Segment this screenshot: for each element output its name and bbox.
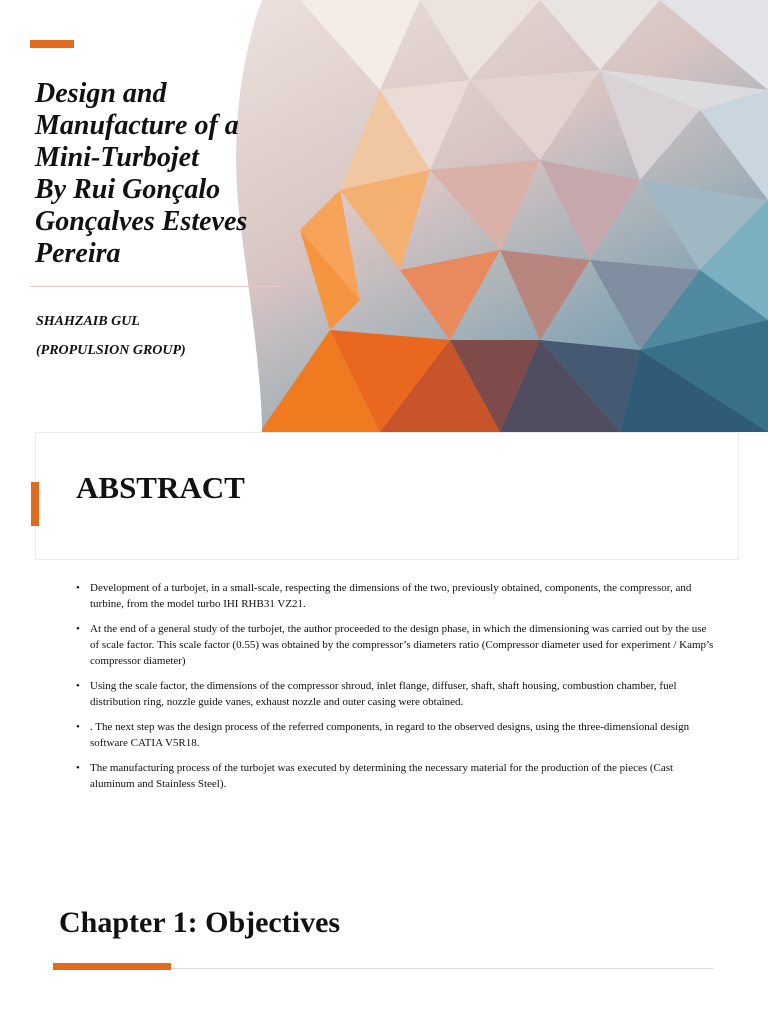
bullet-text: Development of a turbojet, in a small-scale, respecting the dimensions of the two, previously obtained, components, the compressor, and turbine, from the model turbo IHI RHB31 VZ21. <box>90 582 692 610</box>
list-item <box>76 678 716 710</box>
chapter-heading: Chapter 1: Objectives <box>59 906 341 939</box>
bullet-icon: • <box>76 680 80 692</box>
title-accent-bar <box>30 40 74 48</box>
list-item <box>76 580 716 612</box>
abstract-bullet-list <box>76 580 716 801</box>
cover-slide <box>0 0 768 432</box>
bullet-icon: • <box>76 623 80 635</box>
list-item <box>76 719 716 751</box>
chapter-slide <box>0 872 768 1024</box>
bullet-text: Using the scale factor, the dimensions of the compressor shroud, inlet flange, diffuser, shaft, shaft housing, combustion chamber, fuel distribution ring, nozzle guide vanes, exhaust nozzle and outer casing were obtained. <box>90 680 677 708</box>
abstract-slide <box>0 432 768 872</box>
author-group: (PROPULSION GROUP) <box>36 343 186 358</box>
bullet-icon: • <box>76 762 80 774</box>
list-item <box>76 760 716 792</box>
bullet-text: . The next step was the design process of the referred components, in regard to the observed designs, using the three-dimensional design software CATIA V5R18. <box>90 721 690 749</box>
cover-title: Design and Manufacture of a Mini-Turbojet By Rui Gonçalo Gonçalves Esteves Pereira <box>35 78 248 269</box>
author-name: SHAHZAIB GUL <box>36 314 140 329</box>
abstract-accent-bar <box>31 482 39 526</box>
bullet-text: The manufacturing process of the turbojet was executed by determining the necessary material for the production of the pieces (Cast aluminum and Stainless Steel). <box>90 762 674 790</box>
chapter-accent-bar <box>53 963 171 970</box>
bullet-icon: • <box>76 721 80 733</box>
list-item <box>76 621 716 669</box>
title-divider <box>30 286 284 287</box>
bullet-text: At the end of a general study of the turbojet, the author proceeded to the design phase, in which the dimensioning was carried out by the use of scale factor. This scale factor (0.55) was obtained by the compressor’s diameters ratio (Compressor diameter used for experiment / Kamp’s compressor diameter) <box>90 623 714 667</box>
abstract-heading: ABSTRACT <box>76 470 245 505</box>
bullet-icon: • <box>76 582 80 594</box>
